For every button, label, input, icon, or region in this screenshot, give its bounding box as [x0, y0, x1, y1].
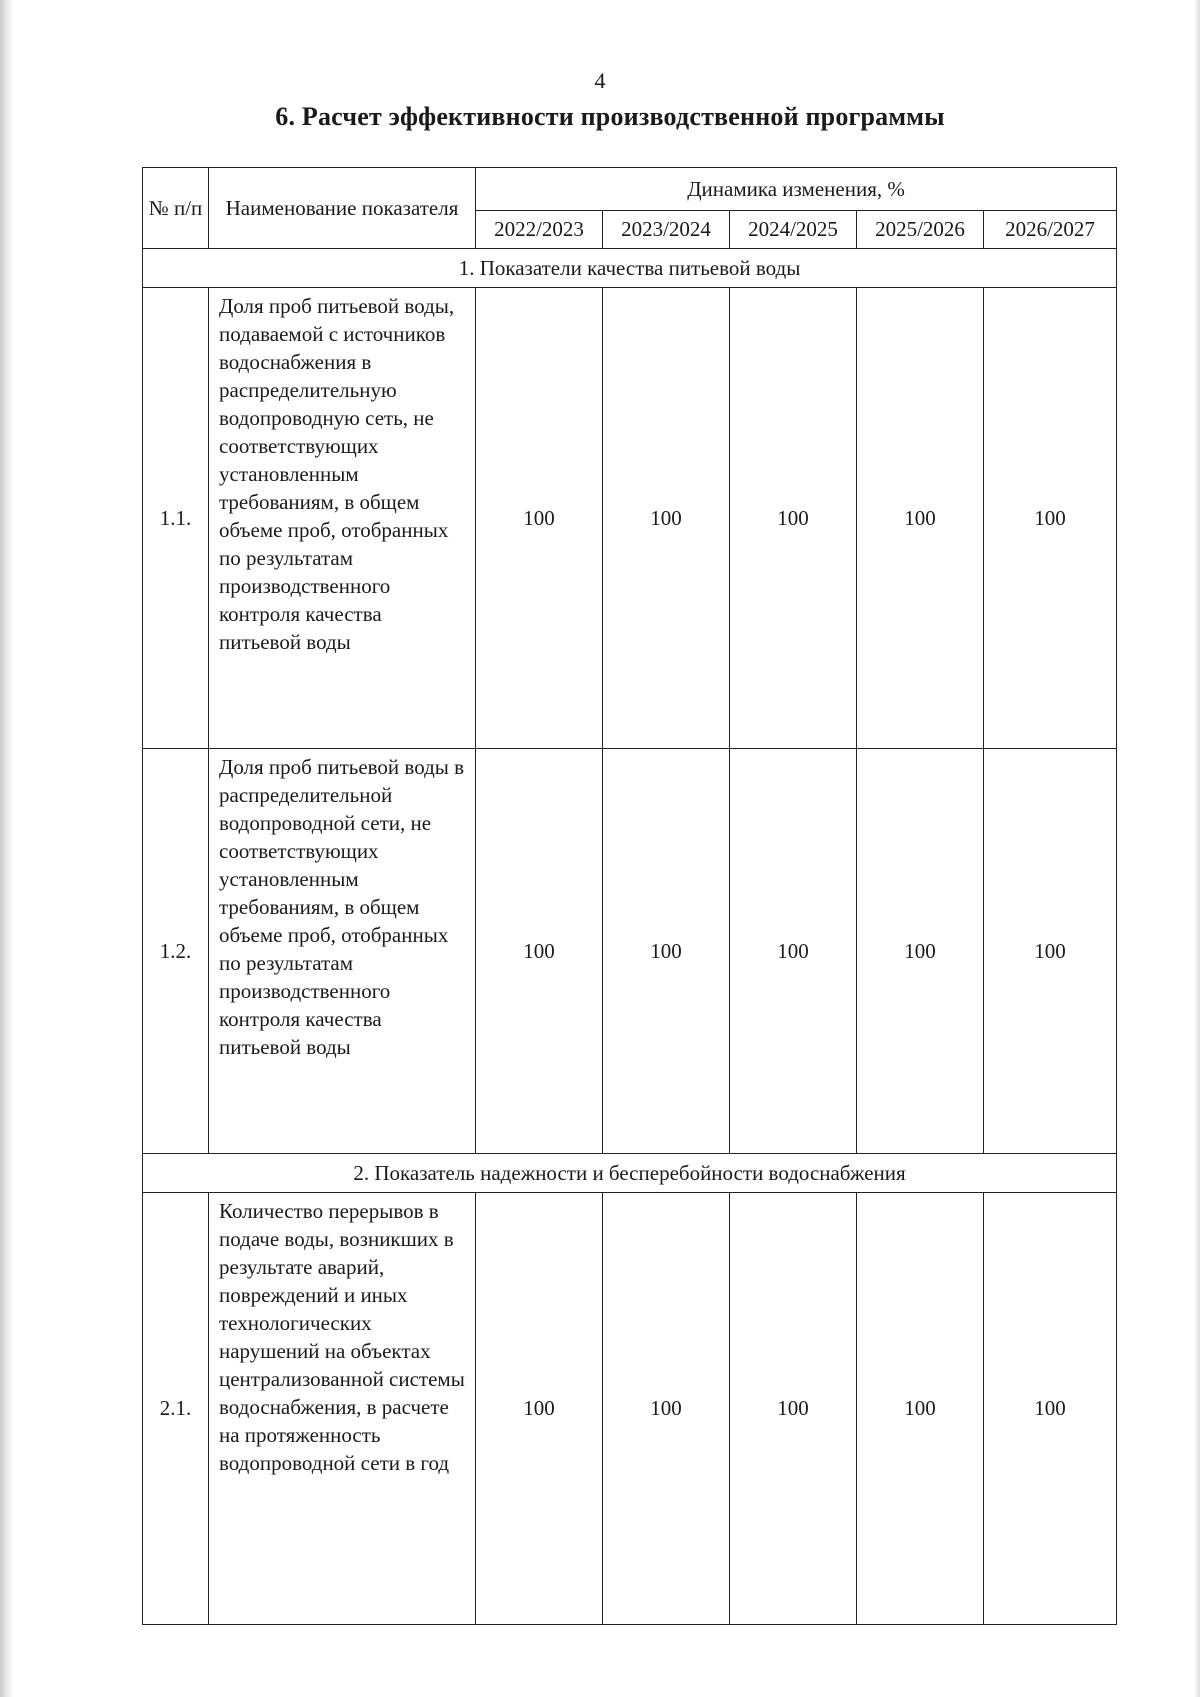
header-period: 2023/2024 — [603, 211, 730, 249]
value-cell: 100 — [984, 1193, 1117, 1625]
value-cell: 100 — [857, 1193, 984, 1625]
scan-page-edge-left — [0, 0, 14, 1697]
value-cell: 100 — [476, 1193, 603, 1625]
row-number: 1.2. — [143, 749, 209, 1154]
header-col-name: Наименование показателя — [209, 168, 476, 249]
header-period: 2022/2023 — [476, 211, 603, 249]
section-row — [143, 249, 1117, 288]
row-number: 2.1. — [143, 1193, 209, 1625]
value-cell: 100 — [603, 749, 730, 1154]
indicator-name: Доля проб питьевой воды, подаваемой с источников водоснабжения в распределительную водопроводную сеть, не соответствующих установленным требованиям, в общем объеме проб, отобранных по результатам производственного контроля качества питьевой воды — [209, 288, 476, 749]
indicator-name: Количество перерывов в подаче воды, возникших в результате аварий, повреждений и иных технологических нарушений на объектах централизованной системы водоснабжения, в расчете на протяженность водопроводной сети в год — [209, 1193, 476, 1625]
scan-page-edge-right — [1194, 0, 1200, 1697]
header-period: 2024/2025 — [730, 211, 857, 249]
table-row — [143, 749, 1117, 1154]
table-row — [143, 288, 1117, 749]
value-cell: 100 — [730, 1193, 857, 1625]
value-cell: 100 — [730, 749, 857, 1154]
header-col-number: № п/п — [143, 168, 209, 249]
header-dynamics: Динамика изменения, % — [476, 168, 1117, 211]
value-cell: 100 — [984, 288, 1117, 749]
page-title: 6. Расчет эффективности производственной программы — [275, 102, 945, 131]
table-row — [143, 1193, 1117, 1625]
indicator-name: Доля проб питьевой воды в распределительной водопроводной сети, не соответствующих установленным требованиям, в общем объеме проб, отобранных по результатам производственного контроля качества питьевой воды — [209, 749, 476, 1154]
header-period: 2025/2026 — [857, 211, 984, 249]
page-number: 4 — [594, 68, 606, 93]
value-cell: 100 — [476, 288, 603, 749]
section-title: 2. Показатель надежности и бесперебойности водоснабжения — [143, 1154, 1117, 1193]
value-cell: 100 — [603, 1193, 730, 1625]
value-cell: 100 — [730, 288, 857, 749]
value-cell: 100 — [857, 749, 984, 1154]
value-cell: 100 — [603, 288, 730, 749]
efficiency-table — [142, 167, 1117, 1625]
table-header-row — [143, 168, 1117, 211]
value-cell: 100 — [984, 749, 1117, 1154]
value-cell: 100 — [857, 288, 984, 749]
section-row — [143, 1154, 1117, 1193]
value-cell: 100 — [476, 749, 603, 1154]
header-period: 2026/2027 — [984, 211, 1117, 249]
section-title: 1. Показатели качества питьевой воды — [143, 249, 1117, 288]
row-number: 1.1. — [143, 288, 209, 749]
